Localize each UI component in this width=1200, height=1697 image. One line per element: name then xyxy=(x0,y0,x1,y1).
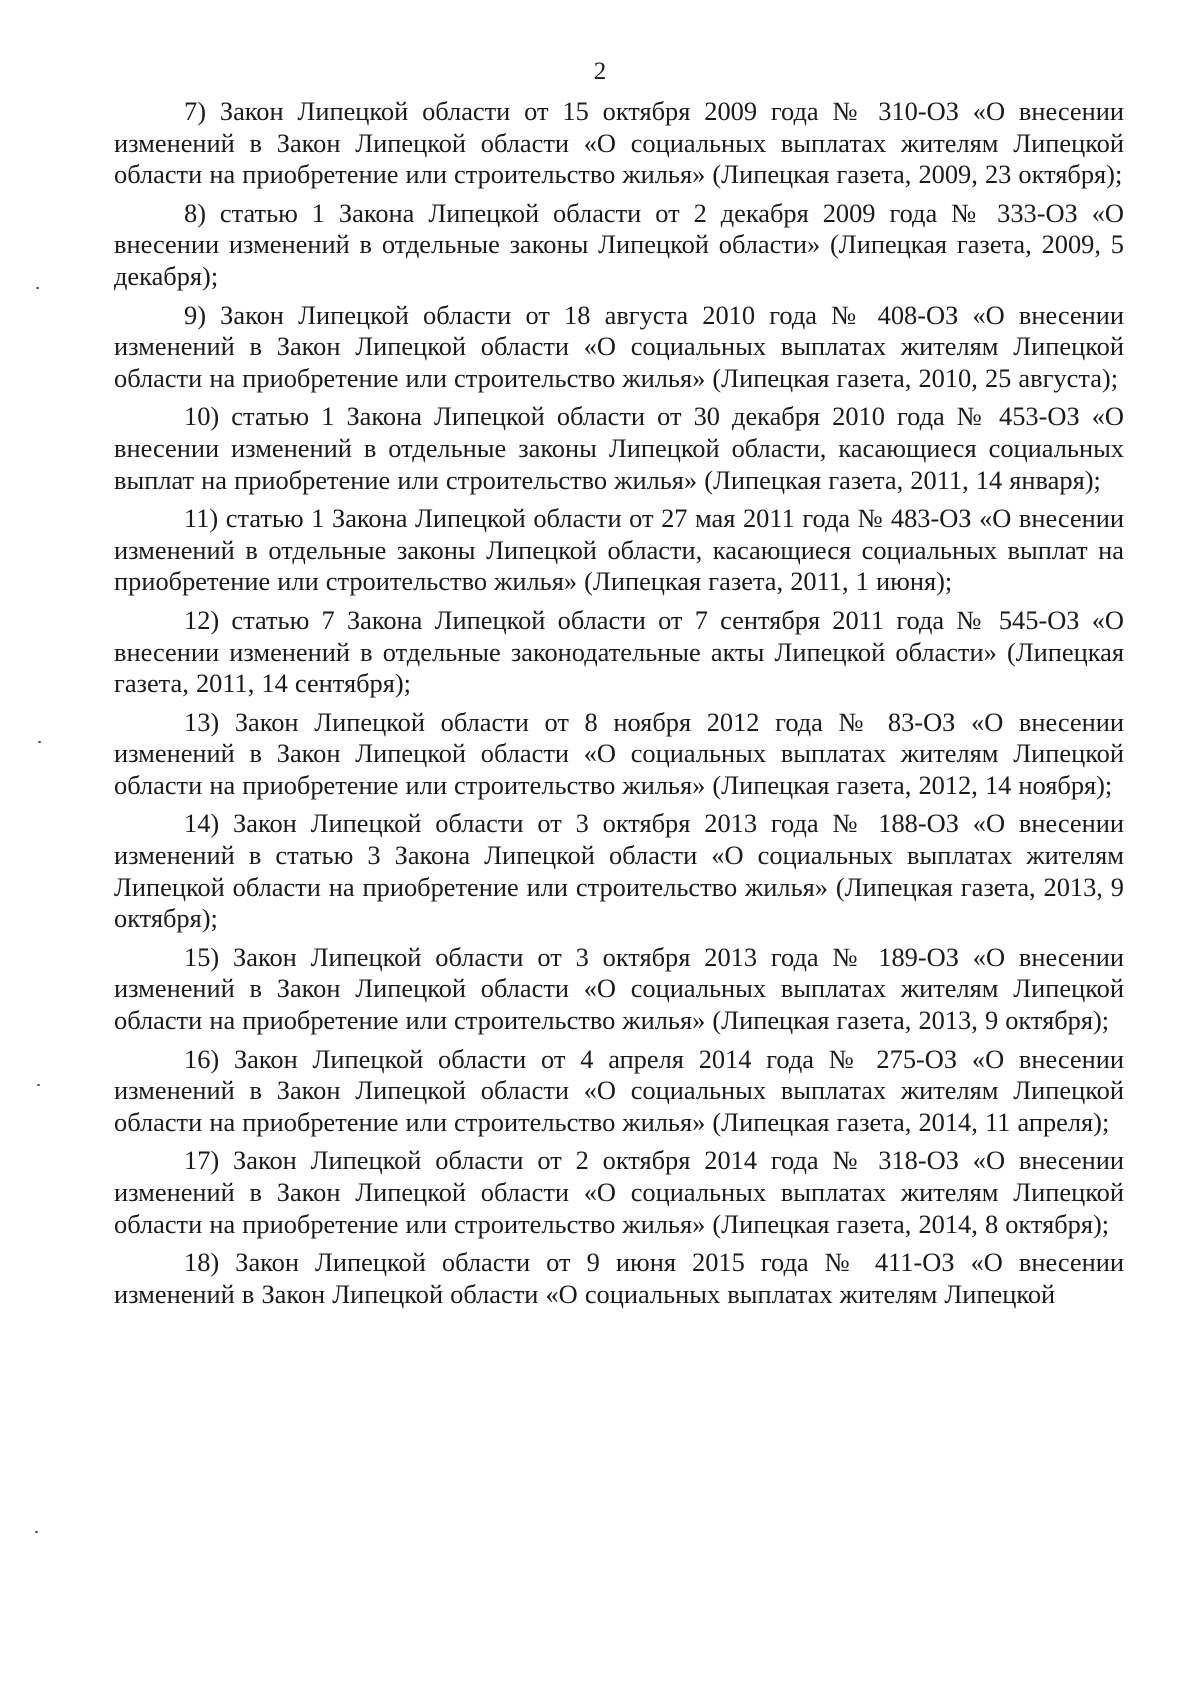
list-item: 9) Закон Липецкой области от 18 августа 2010 года № 408-ОЗ «О внесении изменений в Закон Липецкой области «О социальных выплатах жителям Липецкой области на приобретение или строительство жилья» (Липецкая газета, 2010, 25 августа); xyxy=(114,299,1124,393)
document-body xyxy=(114,96,1124,1317)
list-item: 11) статью 1 Закона Липецкой области от 27 мая 2011 года № 483-ОЗ «О внесении изменений в отдельные законы Липецкой области, касающиеся социальных выплат на приобретение или строительство жилья» (Липецкая газета, 2011, 1 июня); xyxy=(114,503,1124,597)
list-item: 10) статью 1 Закона Липецкой области от 30 декабря 2010 года № 453-ОЗ «О внесении изменений в отдельные законы Липецкой области, касающиеся социальных выплат на приобретение или строительство жилья» (Липецкая газета, 2011, 14 января); xyxy=(114,401,1124,495)
list-item: 12) статью 7 Закона Липецкой области от 7 сентября 2011 года № 545-ОЗ «О внесении изменений в отдельные законодательные акты Липецкой области» (Липецкая газета, 2011, 14 сентября); xyxy=(114,604,1124,699)
list-item: 15) Закон Липецкой области от 3 октября 2013 года № 189-ОЗ «О внесении изменений в Закон Липецкой области «О социальных выплатах жителям Липецкой области на приобретение или строительство жилья» (Липецкая газета, 2013, 9 октября); xyxy=(114,941,1124,1036)
list-item: 16) Закон Липецкой области от 4 апреля 2014 года № 275-ОЗ «О внесении изменений в Закон Липецкой области «О социальных выплатах жителям Липецкой области на приобретение или строительство жилья» (Липецкая газета, 2014, 11 апреля); xyxy=(114,1043,1124,1137)
scan-speck xyxy=(35,1531,38,1533)
page-number: 2 xyxy=(593,58,607,85)
list-item: 14) Закон Липецкой области от 3 октября 2013 года № 188-ОЗ «О внесении изменений в статью 3 Закона Липецкой области «О социальных выплатах жителям Липецкой области на приобретение или строительство жилья» (Липецкая газета, 2013, 9 октября); xyxy=(114,808,1124,934)
list-item: 7) Закон Липецкой области от 15 октября 2009 года № 310-ОЗ «О внесении изменений в Закон Липецкой области «О социальных выплатах жителям Липецкой области на приобретение или строительство жилья» (Липецкая газета, 2009, 23 октября); xyxy=(114,96,1124,190)
scan-speck xyxy=(37,1084,40,1086)
list-item: 18) Закон Липецкой области от 9 июня 2015 года № 411-ОЗ «О внесении изменений в Закон Липецкой области «О социальных выплатах жителям Липецкой xyxy=(114,1247,1124,1309)
scan-speck xyxy=(38,741,41,743)
list-item: 13) Закон Липецкой области от 8 ноября 2012 года № 83-ОЗ «О внесении изменений в Закон Липецкой области «О социальных выплатах жителям Липецкой области на приобретение или строительство жилья» (Липецкая газета, 2012, 14 ноября); xyxy=(114,706,1124,800)
scan-speck xyxy=(36,287,39,289)
list-item: 8) статью 1 Закона Липецкой области от 2 декабря 2009 года № 333-ОЗ «О внесении изменений в отдельные законы Липецкой области» (Липецкая газета, 2009, 5 декабря); xyxy=(114,197,1124,291)
list-item: 17) Закон Липецкой области от 2 октября 2014 года № 318-ОЗ «О внесении изменений в Закон Липецкой области «О социальных выплатах жителям Липецкой области на приобретение или строительство жилья» (Липецкая газета, 2014, 8 октября); xyxy=(114,1145,1124,1239)
